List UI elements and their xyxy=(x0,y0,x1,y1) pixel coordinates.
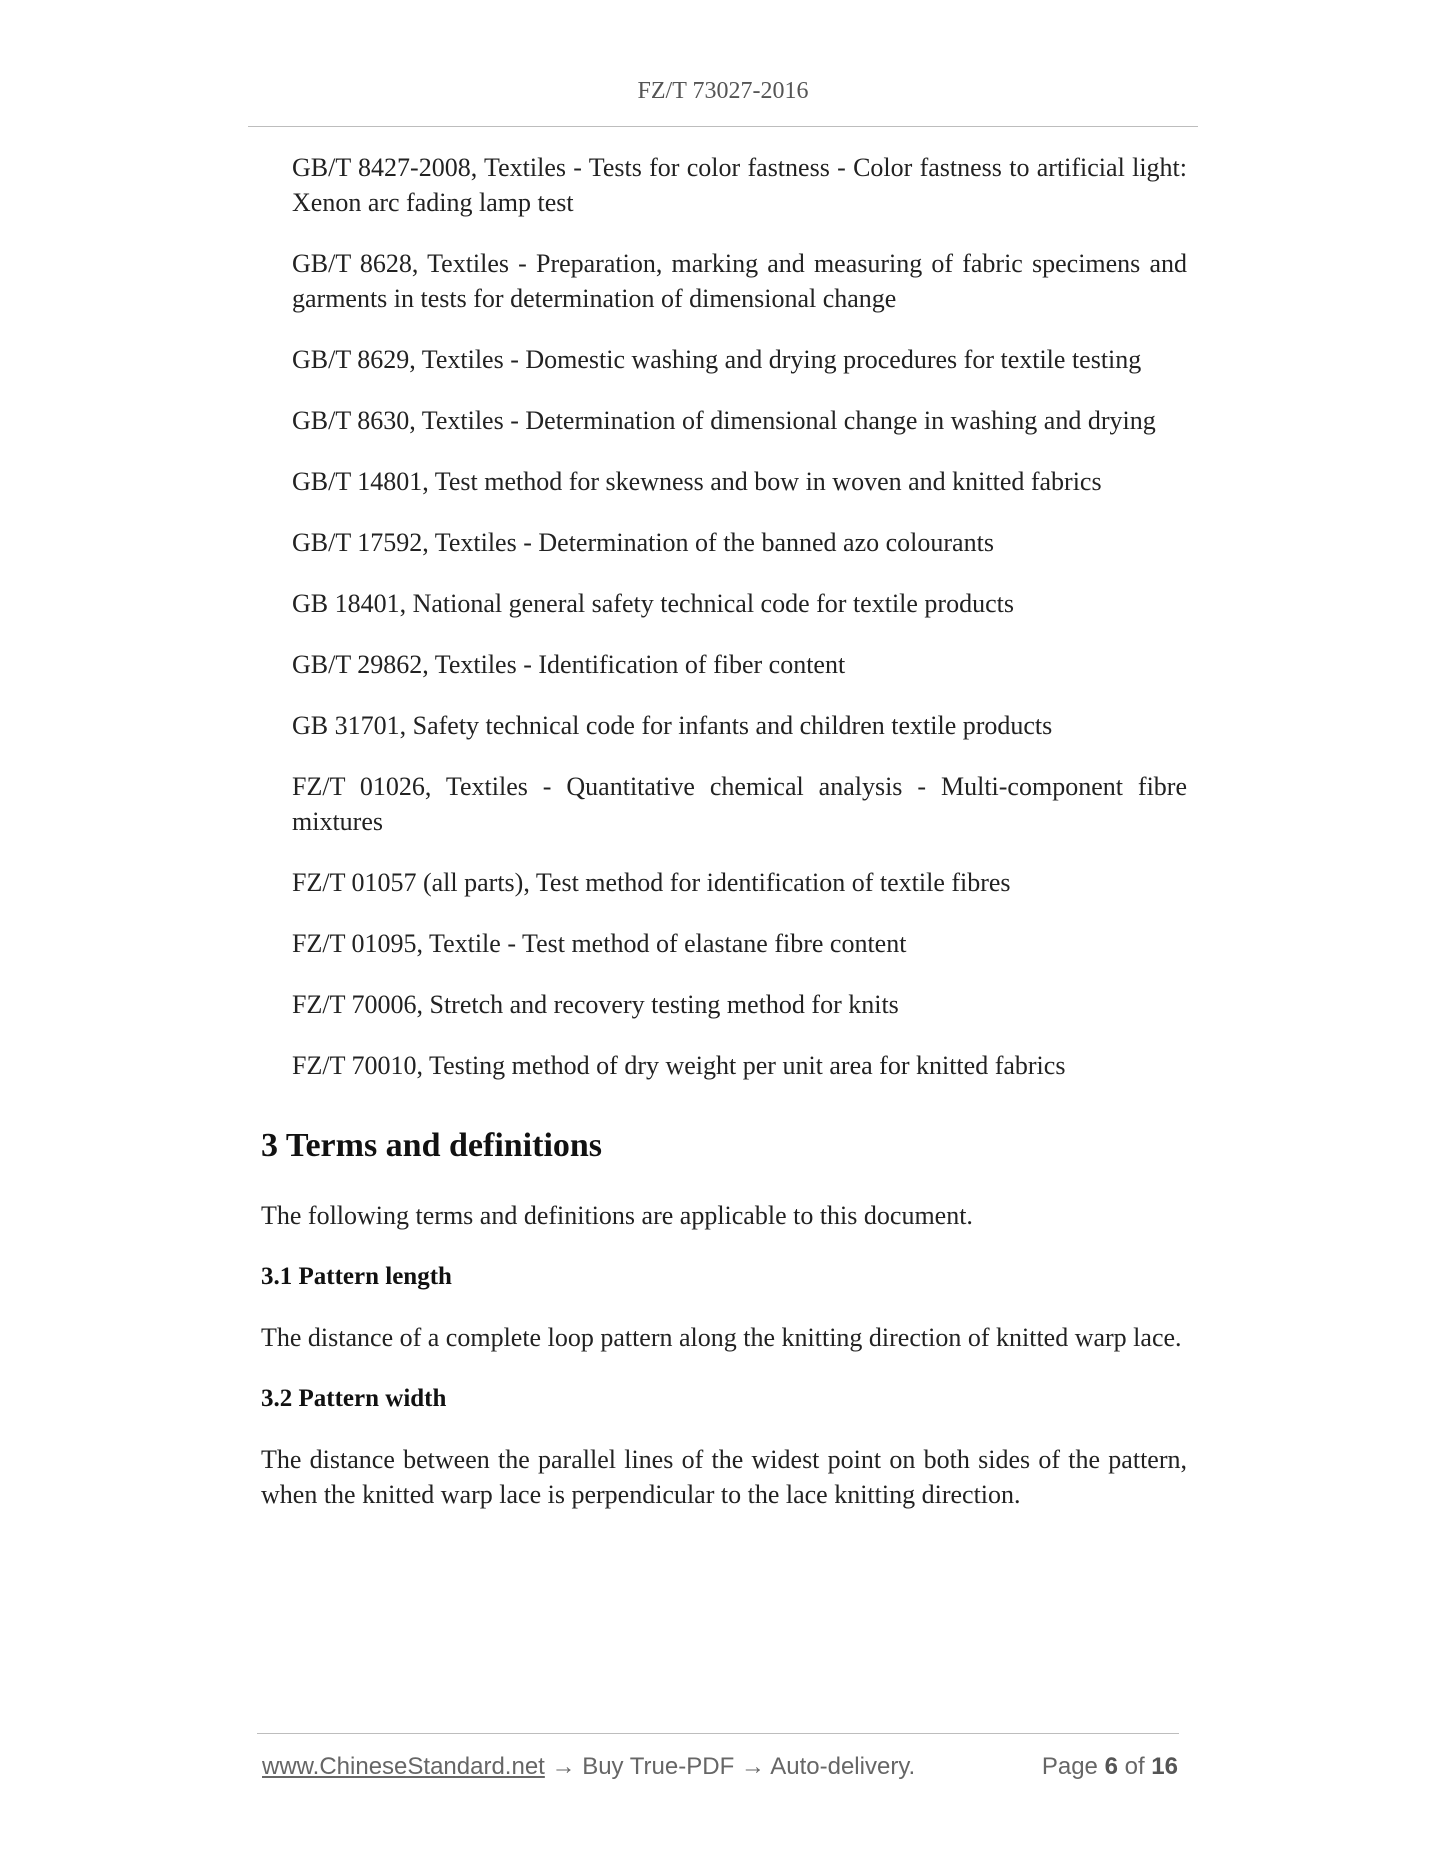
reference-item: GB 31701, Safety technical code for infants and children textile products xyxy=(292,711,1053,740)
arrow-right-icon: → xyxy=(551,1753,576,1780)
reference-item: FZ/T 01095, Textile - Test method of elastane fibre content xyxy=(292,929,907,958)
term-heading-pattern-length: 3.1 Pattern length xyxy=(261,1263,452,1290)
reference-item: GB/T 14801, Test method for skewness and bow in woven and knitted fabrics xyxy=(292,467,1102,496)
arrow-right-icon: → xyxy=(740,1753,765,1780)
delivery-text: Auto-delivery. xyxy=(770,1753,916,1780)
of-label: of xyxy=(1124,1753,1145,1780)
reference-item: GB/T 8630, Textiles - Determination of dimensional change in washing and drying xyxy=(292,406,1156,435)
reference-item: GB/T 8628, Textiles - Preparation, marking and measuring of fabric specimens and garments in tests for determination of dimensional change xyxy=(292,249,1187,313)
document-header: FZ/T 73027-2016 xyxy=(637,78,809,104)
reference-item: GB 18401, National general safety technical code for textile products xyxy=(292,589,1014,618)
footer-promo xyxy=(262,1751,915,1783)
buy-text: Buy True-PDF xyxy=(582,1753,735,1780)
header-divider xyxy=(248,126,1198,127)
term-definition-pattern-width: The distance between the parallel lines of the widest point on both sides of the pattern, when the knitted warp lace is perpendicular to the lace knitting direction. xyxy=(261,1445,1187,1509)
terms-and-definitions-section xyxy=(261,1124,1187,1538)
reference-item: FZ/T 01057 (all parts), Test method for identification of textile fibres xyxy=(292,868,1011,897)
page-current: 6 xyxy=(1104,1753,1118,1780)
reference-item: FZ/T 70010, Testing method of dry weight per unit area for knitted fabrics xyxy=(292,1051,1066,1080)
reference-item: GB/T 8629, Textiles - Domestic washing and drying procedures for textile testing xyxy=(292,345,1142,374)
page-total: 16 xyxy=(1151,1753,1178,1780)
normative-references-list xyxy=(292,150,1187,1109)
section-intro: The following terms and definitions are applicable to this document. xyxy=(261,1201,973,1230)
reference-item: FZ/T 70006, Stretch and recovery testing method for knits xyxy=(292,990,899,1019)
section-heading: 3 Terms and definitions xyxy=(261,1127,603,1164)
page-indicator xyxy=(1042,1751,1178,1783)
reference-item: FZ/T 01026, Textiles - Quantitative chemical analysis - Multi-component fibre mixtures xyxy=(292,772,1187,836)
footer-divider xyxy=(257,1733,1179,1734)
page-label: Page xyxy=(1041,1753,1098,1780)
site-link[interactable]: www.ChineseStandard.net xyxy=(262,1753,545,1780)
reference-item: GB/T 29862, Textiles - Identification of fiber content xyxy=(292,650,846,679)
term-heading-pattern-width: 3.2 Pattern width xyxy=(261,1385,447,1412)
reference-item: GB/T 8427-2008, Textiles - Tests for color fastness - Color fastness to artificial light: Xenon arc fading lamp test xyxy=(292,153,1187,217)
term-definition-pattern-length: The distance of a complete loop pattern along the knitting direction of knitted warp lace. xyxy=(261,1323,1182,1352)
reference-item: GB/T 17592, Textiles - Determination of the banned azo colourants xyxy=(292,528,994,557)
